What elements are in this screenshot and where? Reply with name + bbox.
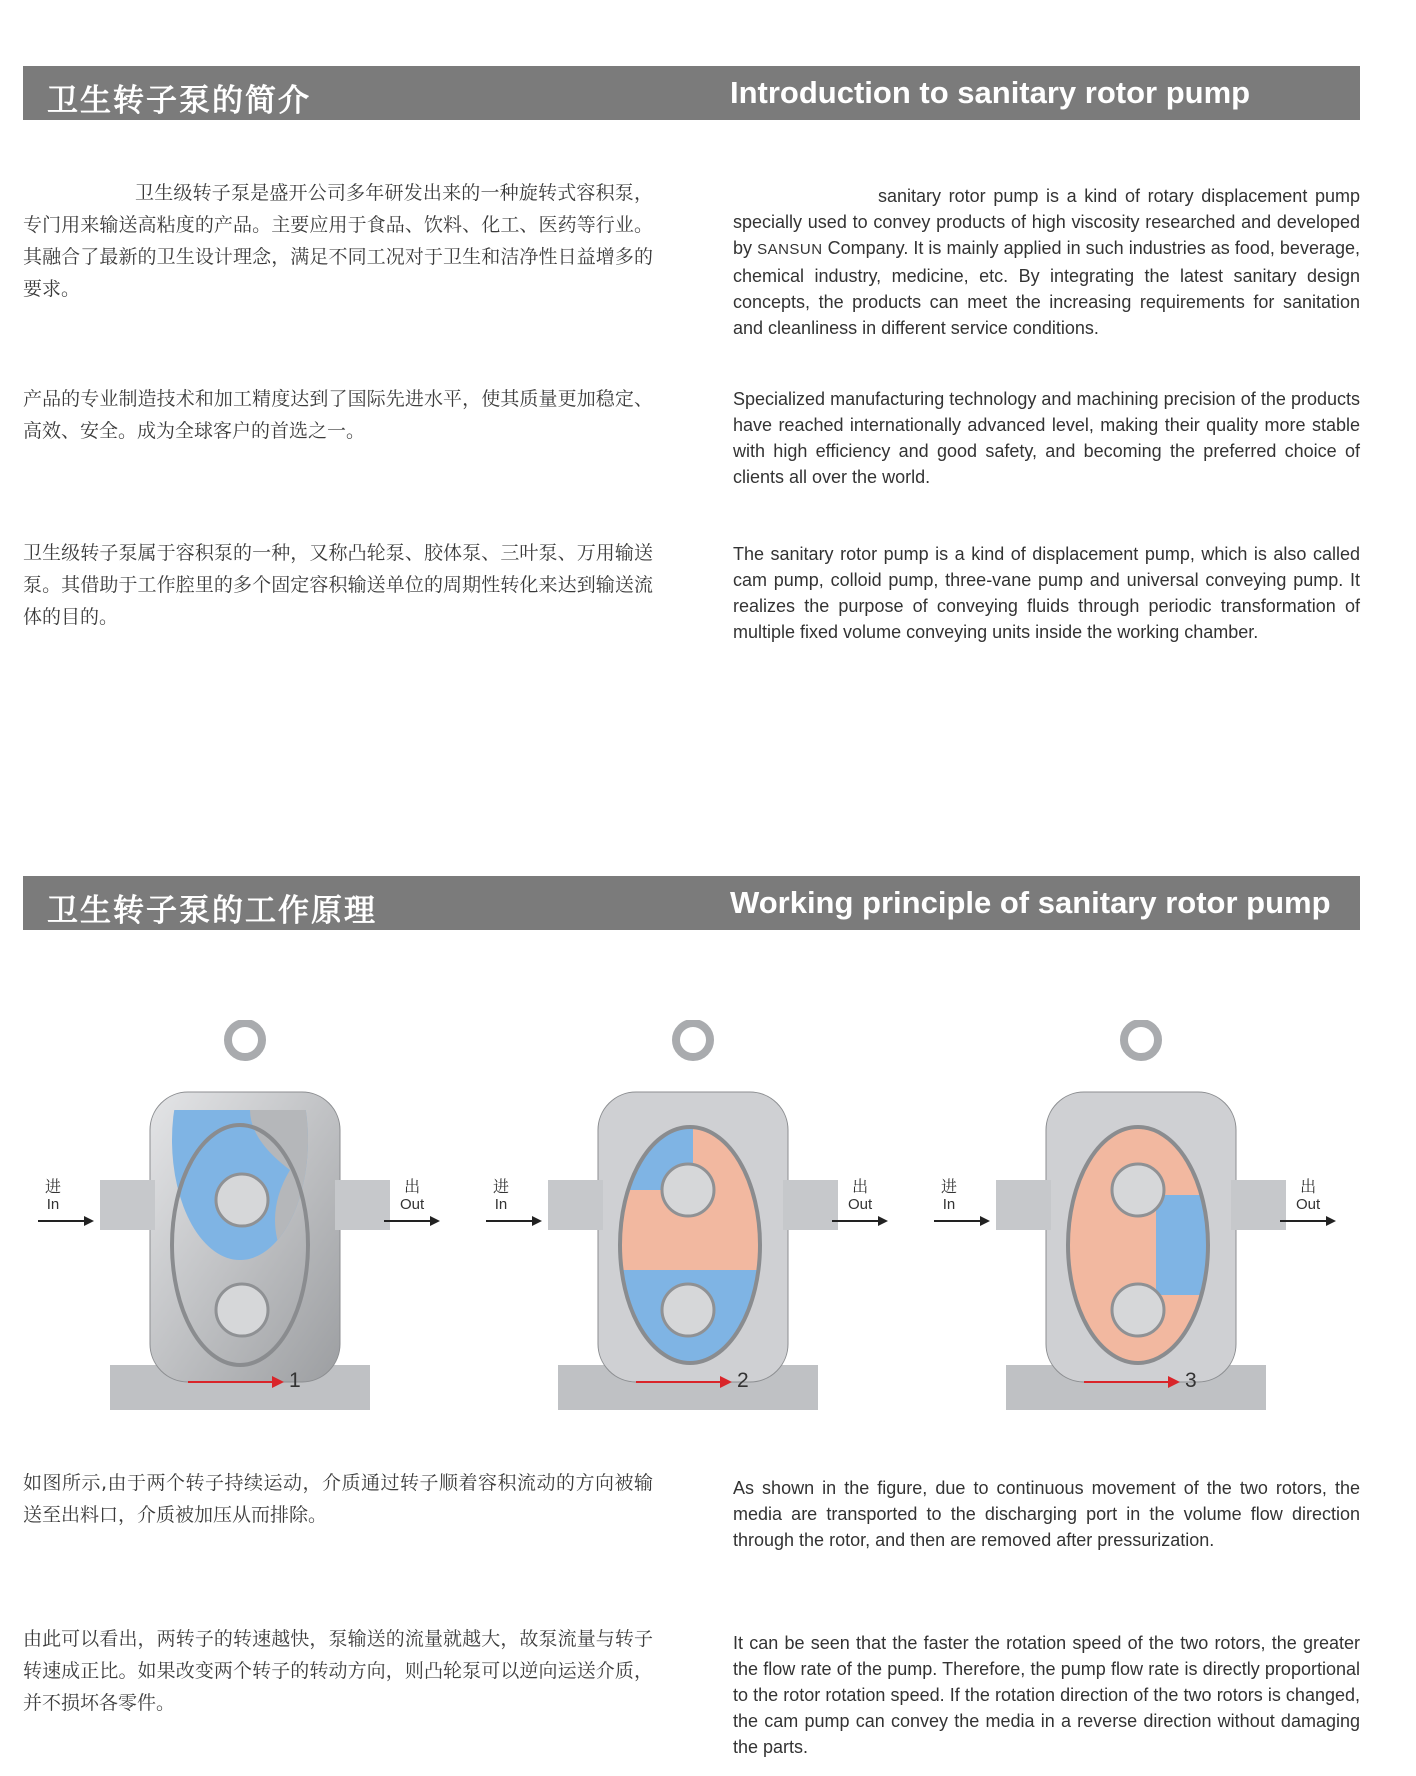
outlet-label	[400, 1178, 424, 1214]
inlet-label	[941, 1178, 957, 1214]
principle-cn-paragraph-2: 由此可以看出，两转子的转速越快，泵输送的流量就越大，故泵流量与转子转速成正比。如果改变两个转子的转动方向，则凸轮泵可以逆向运送介质，并不损坏各零件。	[23, 1628, 653, 1714]
outlet-arrow-icon	[1280, 1214, 1336, 1228]
inlet-label-en: In	[942, 1196, 956, 1213]
outlet-arrow-icon	[832, 1214, 888, 1228]
intro-cn-paragraph-2: 产品的专业制造技术和加工精度达到了国际先进水平，使其质量更加稳定、高效、安全。成为全球客户的首选之一。	[23, 388, 653, 442]
outlet-label-en: Out	[400, 1196, 425, 1213]
intro-en-text-a: sanitary rotor pump is a kind of rotary displacement pump specially used to convey products of high viscosity researched and developed by	[733, 186, 1360, 258]
outlet-label-en: Out	[1296, 1196, 1321, 1213]
outlet-label	[1296, 1178, 1320, 1214]
inlet-arrow-icon	[934, 1214, 990, 1228]
outlet-label	[848, 1178, 872, 1214]
section-banner-working-principle	[23, 876, 1360, 930]
principle-en-paragraph-2: It can be seen that the faster the rotation speed of the two rotors, the greater the flow rate of the pump. Therefore, the pump flow rate is directly proportional to the rotor rotation speed. If the rotation direction of the two rotors is changed, the cam pump can convey the media in a reverse direction without damaging the parts.	[733, 1633, 1360, 1757]
inlet-label-cn: 进	[45, 1177, 62, 1196]
step-arrow-icon	[188, 1375, 284, 1389]
principle-cn-paragraph-1: 如图所示,由于两个转子持续运动，介质通过转子顺着容积流动的方向被输送至出料口，介质被加压从而排除。	[23, 1472, 653, 1526]
intro-cn-paragraph-1: 卫生级转子泵是盛开公司多年研发出来的一种旋转式容积泵，专门用来输送高粘度的产品。主要应用于食品、饮料、化工、医药等行业。其融合了最新的卫生设计理念，满足不同工况对于卫生和洁净性日益增多的要求。	[23, 182, 653, 300]
principle-en-paragraph-1: As shown in the figure, due to continuous movement of the two rotors, the media are transported to the discharging port in the volume flow direction through the rotor, and then are removed after pressurization.	[733, 1478, 1360, 1550]
section-title-en: Introduction to sanitary rotor pump	[730, 75, 1251, 110]
outlet-label-cn: 出	[1300, 1177, 1317, 1196]
step-arrow-icon	[636, 1375, 732, 1389]
section-title-cn: 卫生转子泵的工作原理	[47, 893, 377, 929]
pump-diagram-2	[448, 1020, 888, 1420]
inlet-arrow-icon	[486, 1214, 542, 1228]
inlet-label-cn: 进	[941, 1177, 958, 1196]
step-arrow-icon	[1084, 1375, 1180, 1389]
outlet-label-cn: 出	[404, 1177, 421, 1196]
pump-diagram-1	[0, 1020, 440, 1420]
outlet-label-cn: 出	[852, 1177, 869, 1196]
inlet-label	[493, 1178, 509, 1214]
inlet-arrow-icon	[38, 1214, 94, 1228]
step-number-3: 3	[1185, 1369, 1197, 1392]
pump-diagram-row	[0, 1020, 1416, 1420]
inlet-label-en: In	[494, 1196, 508, 1213]
inlet-label	[45, 1178, 61, 1214]
intro-en-text-b: Company. It is mainly applied in such industries as food, beverage, chemical industry, medicine, etc. By integrating the latest sanitary design concepts, the products can meet the increasing requirements for sanitation and cleanliness in different service conditions.	[733, 238, 1360, 338]
intro-cn-paragraph-3: 卫生级转子泵属于容积泵的一种，又称凸轮泵、胶体泵、三叶泵、万用输送泵。其借助于工作腔里的多个固定容积输送单位的周期性转化来达到输送流体的目的。	[23, 542, 653, 628]
inlet-label-cn: 进	[493, 1177, 510, 1196]
outlet-arrow-icon	[384, 1214, 440, 1228]
intro-en-paragraph-3: The sanitary rotor pump is a kind of displacement pump, which is also called cam pump, colloid pump, three-vane pump and universal conveying pump. It realizes the purpose of conveying fluids through periodic transformation of multiple fixed volume conveying units inside the working chamber.	[733, 544, 1360, 642]
intro-en-paragraph-2: Specialized manufacturing technology and machining precision of the products have reached internationally advanced level, making their quality more stable with high efficiency and good safety, and becoming the preferred choice of clients all over the world.	[733, 389, 1360, 487]
brand-name: SANSUN	[757, 241, 823, 258]
section-title-en: Working principle of sanitary rotor pump	[730, 885, 1331, 920]
section-banner-introduction	[23, 66, 1360, 120]
step-number-1: 1	[289, 1369, 301, 1392]
outlet-label-en: Out	[848, 1196, 873, 1213]
section-title-cn: 卫生转子泵的简介	[47, 83, 311, 119]
intro-en-paragraph-1	[733, 183, 1360, 341]
step-number-2: 2	[737, 1369, 749, 1392]
inlet-label-en: In	[46, 1196, 60, 1213]
pump-diagram-3	[896, 1020, 1336, 1420]
